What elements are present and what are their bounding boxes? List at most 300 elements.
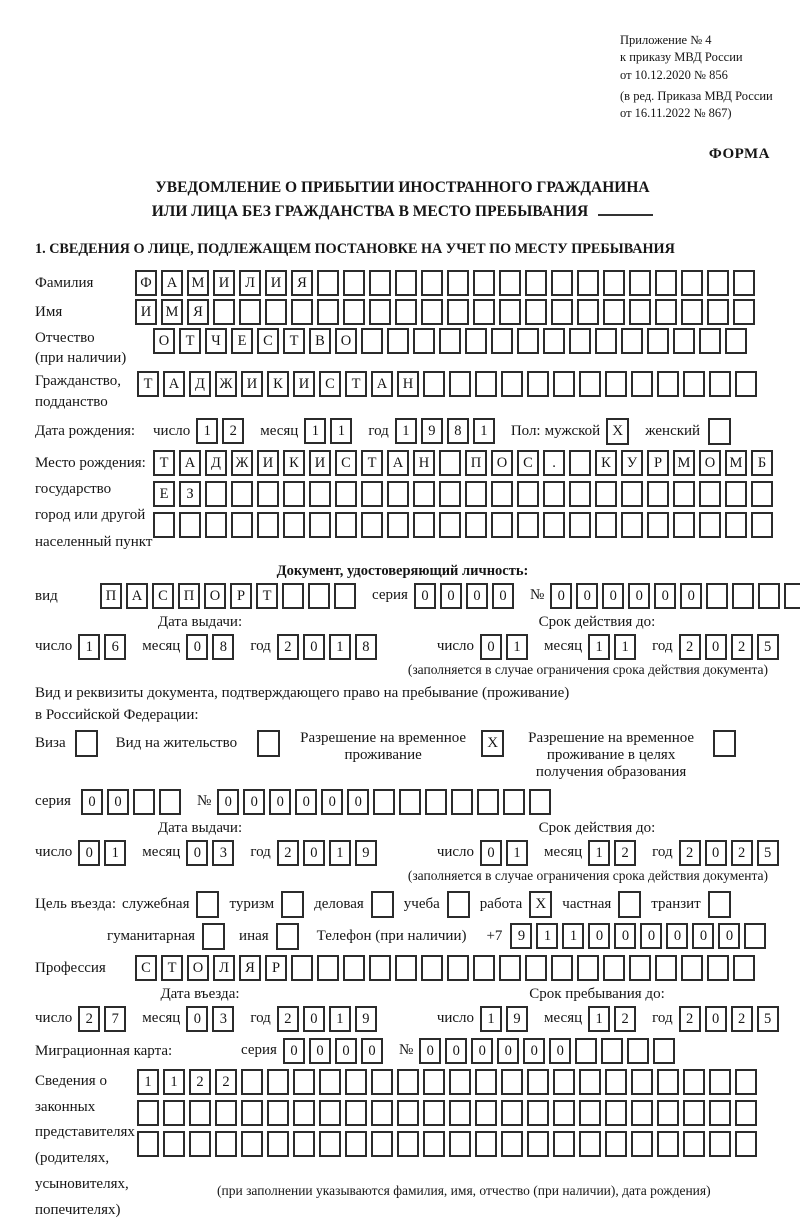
profession-label: Профессия <box>35 959 106 976</box>
form-cell: 0 <box>445 1038 467 1064</box>
form-cell <box>421 955 443 981</box>
passport-expiry-year <box>679 634 783 660</box>
form-cell: 2 <box>277 840 299 866</box>
form-cell: И <box>213 270 235 296</box>
form-cell <box>603 955 625 981</box>
form-cell <box>501 1100 523 1126</box>
edition-line: (в ред. Приказа МВД России <box>620 88 773 103</box>
representatives-row1 <box>137 1069 761 1095</box>
series-word: серия <box>372 587 408 604</box>
purpose-intro: Цель въезда: <box>35 896 116 913</box>
form-cell <box>575 1038 597 1064</box>
form-cell: 1 <box>588 840 610 866</box>
form-cell <box>605 1100 627 1126</box>
form-cell: 2 <box>222 418 244 444</box>
form-cell <box>569 512 591 538</box>
valid-until-title: Срок действия до: <box>538 613 656 630</box>
entry-date-title: Дата въезда: <box>160 985 240 1002</box>
form-cell <box>709 1131 731 1157</box>
form-cell <box>159 789 181 815</box>
form-cell <box>621 512 643 538</box>
form-cell <box>569 450 591 476</box>
stay-month <box>588 1006 640 1032</box>
form-cell <box>317 299 339 325</box>
sex-female-label: женский <box>645 423 701 440</box>
form-cell: И <box>241 371 263 397</box>
form-cell: С <box>135 955 157 981</box>
form-cell: Ч <box>205 328 227 354</box>
form-cell: Т <box>161 955 183 981</box>
form-cell <box>681 955 703 981</box>
series-word: серия <box>241 1042 277 1059</box>
form-cell <box>707 270 729 296</box>
form-cell <box>605 1069 627 1095</box>
section1-title: 1. СВЕДЕНИЯ О ЛИЦЕ, ПОДЛЕЖАЩЕМ ПОСТАНОВКЕ НА УЧЕТ ПО МЕСТУ ПРЕБЫВАНИЯ <box>35 240 675 257</box>
option-visa: Виза <box>35 730 98 757</box>
form-cell: 0 <box>718 923 740 949</box>
form-cell <box>334 583 356 609</box>
form-cell: 0 <box>295 789 317 815</box>
form-cell <box>387 328 409 354</box>
form-cell: М <box>725 450 747 476</box>
form-cell: М <box>187 270 209 296</box>
form-cell <box>683 1069 705 1095</box>
form-cell: 0 <box>269 789 291 815</box>
form-cell: 0 <box>217 789 239 815</box>
representatives-note: (при заполнении указываются фамилия, имя, отчество (при наличии), дата рождения) <box>217 1182 711 1198</box>
purpose-row2 <box>35 923 770 950</box>
permit-dates-row <box>35 840 770 866</box>
form-cell <box>491 481 513 507</box>
form-cell <box>257 512 279 538</box>
permit-issue-month <box>186 840 238 866</box>
patronymic-row <box>35 328 770 369</box>
form-cell: 5 <box>757 634 779 660</box>
representatives-block <box>35 1069 770 1224</box>
form-cell <box>569 328 591 354</box>
option-temp-residence: Разрешение на временное проживание X <box>294 730 504 764</box>
surname-cells <box>135 270 759 296</box>
entry-month <box>186 1006 238 1032</box>
number-word: № <box>196 793 212 810</box>
form-cell: 8 <box>447 418 469 444</box>
form-cell: Р <box>647 450 669 476</box>
form-cell <box>647 328 669 354</box>
form-cell <box>735 1131 757 1157</box>
temp-residence-checkbox: X <box>481 730 504 757</box>
form-cell <box>369 299 391 325</box>
form-cell: Ж <box>215 371 237 397</box>
form-cell <box>733 270 755 296</box>
form-cell: С <box>335 450 357 476</box>
form-cell <box>631 1131 653 1157</box>
phone-label: Телефон (при наличии) <box>316 928 467 945</box>
form-cell <box>673 481 695 507</box>
form-cell <box>501 371 523 397</box>
form-cell: 1 <box>329 840 351 866</box>
form-cell: 0 <box>549 1038 571 1064</box>
form-cell <box>595 328 617 354</box>
form-cell: П <box>100 583 122 609</box>
form-cell <box>413 481 435 507</box>
form-cell: С <box>257 328 279 354</box>
sex-male-checkbox: X <box>606 418 629 445</box>
form-cell: 9 <box>355 1006 377 1032</box>
form-cell: Д <box>189 371 211 397</box>
form-cell: 1 <box>614 634 636 660</box>
form-cell: 0 <box>576 583 598 609</box>
form-cell: 0 <box>303 840 325 866</box>
residence-doc-options <box>35 730 770 781</box>
form-cell <box>293 1069 315 1095</box>
form-cell: 0 <box>705 1006 727 1032</box>
form-cell: 0 <box>466 583 488 609</box>
form-cell <box>784 583 800 609</box>
form-cell <box>475 1131 497 1157</box>
form-cell <box>657 1100 679 1126</box>
form-cell <box>291 955 313 981</box>
form-cell <box>491 328 513 354</box>
form-cell: 3 <box>212 840 234 866</box>
form-cell <box>309 481 331 507</box>
form-cell <box>707 955 729 981</box>
form-cell: 1 <box>536 923 558 949</box>
form-cell <box>163 1131 185 1157</box>
form-cell <box>447 270 469 296</box>
form-cell: 0 <box>347 789 369 815</box>
form-cell <box>373 789 395 815</box>
form-cell <box>543 328 565 354</box>
form-cell: Т <box>153 450 175 476</box>
form-cell: 0 <box>283 1038 305 1064</box>
form-cell <box>439 481 461 507</box>
form-cell <box>647 512 669 538</box>
form-cell <box>291 299 313 325</box>
form-cell: 0 <box>614 923 636 949</box>
form-cell <box>647 481 669 507</box>
form-cell <box>553 1100 575 1126</box>
form-cell: Н <box>397 371 419 397</box>
form-cell <box>283 512 305 538</box>
form-cell <box>517 512 539 538</box>
form-cell <box>475 1100 497 1126</box>
annex-line: от 10.12.2020 № 856 <box>620 67 728 82</box>
form-cell <box>447 955 469 981</box>
month-word: месяц <box>260 422 299 439</box>
form-cell <box>423 1100 445 1126</box>
form-cell <box>231 512 253 538</box>
form-cell <box>595 512 617 538</box>
permit-issue-day <box>78 840 130 866</box>
form-cell: П <box>465 450 487 476</box>
option-residence-permit: Вид на жительство <box>116 730 280 757</box>
form-cell <box>425 789 447 815</box>
form-cell <box>283 481 305 507</box>
form-cell <box>529 789 551 815</box>
form-cell: 9 <box>355 840 377 866</box>
form-cell <box>629 299 651 325</box>
stay-until-title: Срок пребывания до: <box>529 985 665 1002</box>
form-cell <box>629 270 651 296</box>
form-cell <box>361 328 383 354</box>
birth-month-cells <box>304 418 356 444</box>
form-cell: 0 <box>303 1006 325 1032</box>
form-cell <box>239 299 261 325</box>
form-cell: 0 <box>335 1038 357 1064</box>
form-cell: 0 <box>243 789 265 815</box>
entry-dates-titles <box>35 986 770 1003</box>
form-cell <box>335 512 357 538</box>
form-cell <box>369 270 391 296</box>
form-cell <box>308 583 330 609</box>
form-cell: Б <box>751 450 773 476</box>
form-cell <box>343 955 365 981</box>
form-cell <box>553 371 575 397</box>
form-cell <box>491 512 513 538</box>
passport-expiry-month <box>588 634 640 660</box>
form-cell <box>621 328 643 354</box>
representatives-label: Сведения о законных представителях (родителях, усыновителях, попечителях) <box>35 1072 135 1218</box>
form-cell: 1 <box>304 418 326 444</box>
sex-label: Пол: <box>510 422 541 439</box>
form-cell <box>699 328 721 354</box>
sex-female-checkbox <box>708 418 731 445</box>
issue-date-title: Дата выдачи: <box>157 613 243 630</box>
series-word: серия <box>35 793 71 810</box>
form-cell: И <box>265 270 287 296</box>
sex-male-label: мужской <box>544 423 601 440</box>
birth-place-row3 <box>153 512 777 538</box>
form-cell: З <box>179 481 201 507</box>
form-cell: К <box>283 450 305 476</box>
form-cell <box>163 1100 185 1126</box>
passport-issue-year <box>277 634 381 660</box>
form-cell <box>527 1100 549 1126</box>
form-cell: 1 <box>329 634 351 660</box>
entry-year <box>277 1006 381 1032</box>
form-cell <box>579 371 601 397</box>
purpose-private: частная <box>562 891 641 918</box>
form-cell: А <box>126 583 148 609</box>
form-cell: 6 <box>104 634 126 660</box>
citizenship-row <box>35 371 770 412</box>
form-cell: 0 <box>414 583 436 609</box>
stay-day <box>480 1006 532 1032</box>
form-cell <box>758 583 780 609</box>
form-cell <box>267 1069 289 1095</box>
day-word: число <box>153 422 191 439</box>
form-cell <box>345 1100 367 1126</box>
form-cell <box>179 512 201 538</box>
form-cell <box>655 299 677 325</box>
form-cell <box>215 1100 237 1126</box>
form-cell <box>451 789 473 815</box>
purpose-commercial: деловая <box>314 891 394 918</box>
form-cell: Д <box>205 450 227 476</box>
form-cell: 0 <box>492 583 514 609</box>
passport-expiry-day <box>480 634 532 660</box>
form-cell: 2 <box>614 1006 636 1032</box>
form-cell <box>133 789 155 815</box>
form-cell <box>605 1131 627 1157</box>
form-cell: 5 <box>757 1006 779 1032</box>
permit-issue-year <box>277 840 381 866</box>
form-cell <box>525 270 547 296</box>
citizenship-cells <box>137 371 761 397</box>
form-cell <box>369 955 391 981</box>
birth-place-rows <box>153 450 777 543</box>
form-cell: 0 <box>186 1006 208 1032</box>
form-cell <box>733 955 755 981</box>
form-cell: 1 <box>329 1006 351 1032</box>
form-cell <box>319 1131 341 1157</box>
form-cell: 0 <box>640 923 662 949</box>
entry-day <box>78 1006 130 1032</box>
form-cell: 1 <box>588 634 610 660</box>
permit-expiry-day <box>480 840 532 866</box>
form-cell <box>699 481 721 507</box>
passport-issue-group: число 1 6 месяц 0 8 год 2 0 1 8 <box>35 634 381 660</box>
form-cell <box>527 371 549 397</box>
form-cell: Т <box>283 328 305 354</box>
form-cell <box>345 1131 367 1157</box>
form-cell <box>725 481 747 507</box>
form-cell <box>475 371 497 397</box>
form-cell: 0 <box>628 583 650 609</box>
form-cell <box>627 1038 649 1064</box>
form-cell: Я <box>239 955 261 981</box>
annex-line: к приказу МВД России <box>620 50 743 65</box>
profession-cells <box>135 955 759 981</box>
identity-doc-header: Документ, удостоверяющий личность: <box>276 562 529 579</box>
form-cell: Р <box>265 955 287 981</box>
form-cell <box>657 1131 679 1157</box>
form-cell <box>657 1069 679 1095</box>
birth-place-row2 <box>153 481 777 507</box>
form-cell <box>423 1069 445 1095</box>
purpose-tourism: туризм <box>229 891 304 918</box>
form-cell: С <box>319 371 341 397</box>
form-cell <box>725 512 747 538</box>
form-cell <box>551 299 573 325</box>
form-cell <box>673 512 695 538</box>
form-cell <box>527 1069 549 1095</box>
form-cell: 0 <box>480 634 502 660</box>
form-cell: 1 <box>480 1006 502 1032</box>
form-cell: 1 <box>163 1069 185 1095</box>
given-name-row <box>35 299 770 325</box>
form-cell: 0 <box>186 634 208 660</box>
form-cell <box>413 328 435 354</box>
passport-dates-titles <box>35 614 770 631</box>
form-cell <box>241 1100 263 1126</box>
representatives-rows <box>137 1069 761 1199</box>
form-cell: Ж <box>231 450 253 476</box>
form-cell <box>709 371 731 397</box>
form-cell <box>241 1069 263 1095</box>
form-cell <box>475 1069 497 1095</box>
form-cell <box>317 270 339 296</box>
form-cell <box>241 1131 263 1157</box>
form-cell: 7 <box>104 1006 126 1032</box>
form-cell <box>683 1131 705 1157</box>
entry-date-group: число 2 7 месяц 0 3 год 2 0 1 9 <box>35 1006 381 1032</box>
form-cell <box>653 1038 675 1064</box>
form-cell: Е <box>231 328 253 354</box>
form-cell: Н <box>413 450 435 476</box>
form-cell <box>267 1131 289 1157</box>
form-cell <box>553 1131 575 1157</box>
form-cell <box>579 1131 601 1157</box>
form-cell <box>265 299 287 325</box>
form-cell <box>579 1100 601 1126</box>
form-cell: 2 <box>679 634 701 660</box>
purpose-transit: транзит <box>651 891 730 918</box>
form-cell <box>387 512 409 538</box>
form-cell <box>473 299 495 325</box>
passport-issue-month <box>186 634 238 660</box>
form-cell: 1 <box>473 418 495 444</box>
form-cell: П <box>178 583 200 609</box>
form-cell <box>503 789 525 815</box>
form-cell: 0 <box>523 1038 545 1064</box>
phone-cells <box>510 923 770 949</box>
form-cell: Т <box>137 371 159 397</box>
blank-underline <box>598 204 653 216</box>
form-cell: В <box>309 328 331 354</box>
form-cell <box>343 299 365 325</box>
form-cell: 3 <box>212 1006 234 1032</box>
form-cell <box>725 328 747 354</box>
form-cell: 2 <box>731 1006 753 1032</box>
form-cell <box>319 1100 341 1126</box>
permit-dates-titles: Дата выдачи: Срок действия до: <box>157 819 656 836</box>
form-cell: 2 <box>679 1006 701 1032</box>
form-cell <box>751 512 773 538</box>
form-cell <box>735 1100 757 1126</box>
form-cell: 0 <box>309 1038 331 1064</box>
form-cell <box>153 512 175 538</box>
form-cell <box>371 1069 393 1095</box>
form-cell: 0 <box>666 923 688 949</box>
form-cell: 2 <box>277 1006 299 1032</box>
form-cell: К <box>595 450 617 476</box>
form-cell: 1 <box>104 840 126 866</box>
form-cell: К <box>267 371 289 397</box>
form-cell <box>477 789 499 815</box>
form-cell <box>282 583 304 609</box>
stay-year <box>679 1006 783 1032</box>
forma-label: ФОРМА <box>708 146 770 163</box>
purpose-study: учеба <box>404 891 470 918</box>
form-cell: А <box>161 270 183 296</box>
form-cell: 1 <box>506 840 528 866</box>
birth-place-label: Место рождения: государство город или другой населенный пункт <box>35 454 153 550</box>
form-cell <box>577 955 599 981</box>
form-cell <box>631 371 653 397</box>
form-cell: 1 <box>395 418 417 444</box>
passport-dates-row <box>35 634 770 660</box>
stay-until-group: число 1 9 месяц 1 2 год 2 0 2 5 <box>437 1006 783 1032</box>
form-cell <box>395 299 417 325</box>
form-cell: 2 <box>679 840 701 866</box>
form-cell: 0 <box>78 840 100 866</box>
passport-number-cells <box>550 583 800 609</box>
form-cell <box>525 955 547 981</box>
form-cell <box>543 481 565 507</box>
form-cell: О <box>153 328 175 354</box>
form-cell <box>371 1100 393 1126</box>
